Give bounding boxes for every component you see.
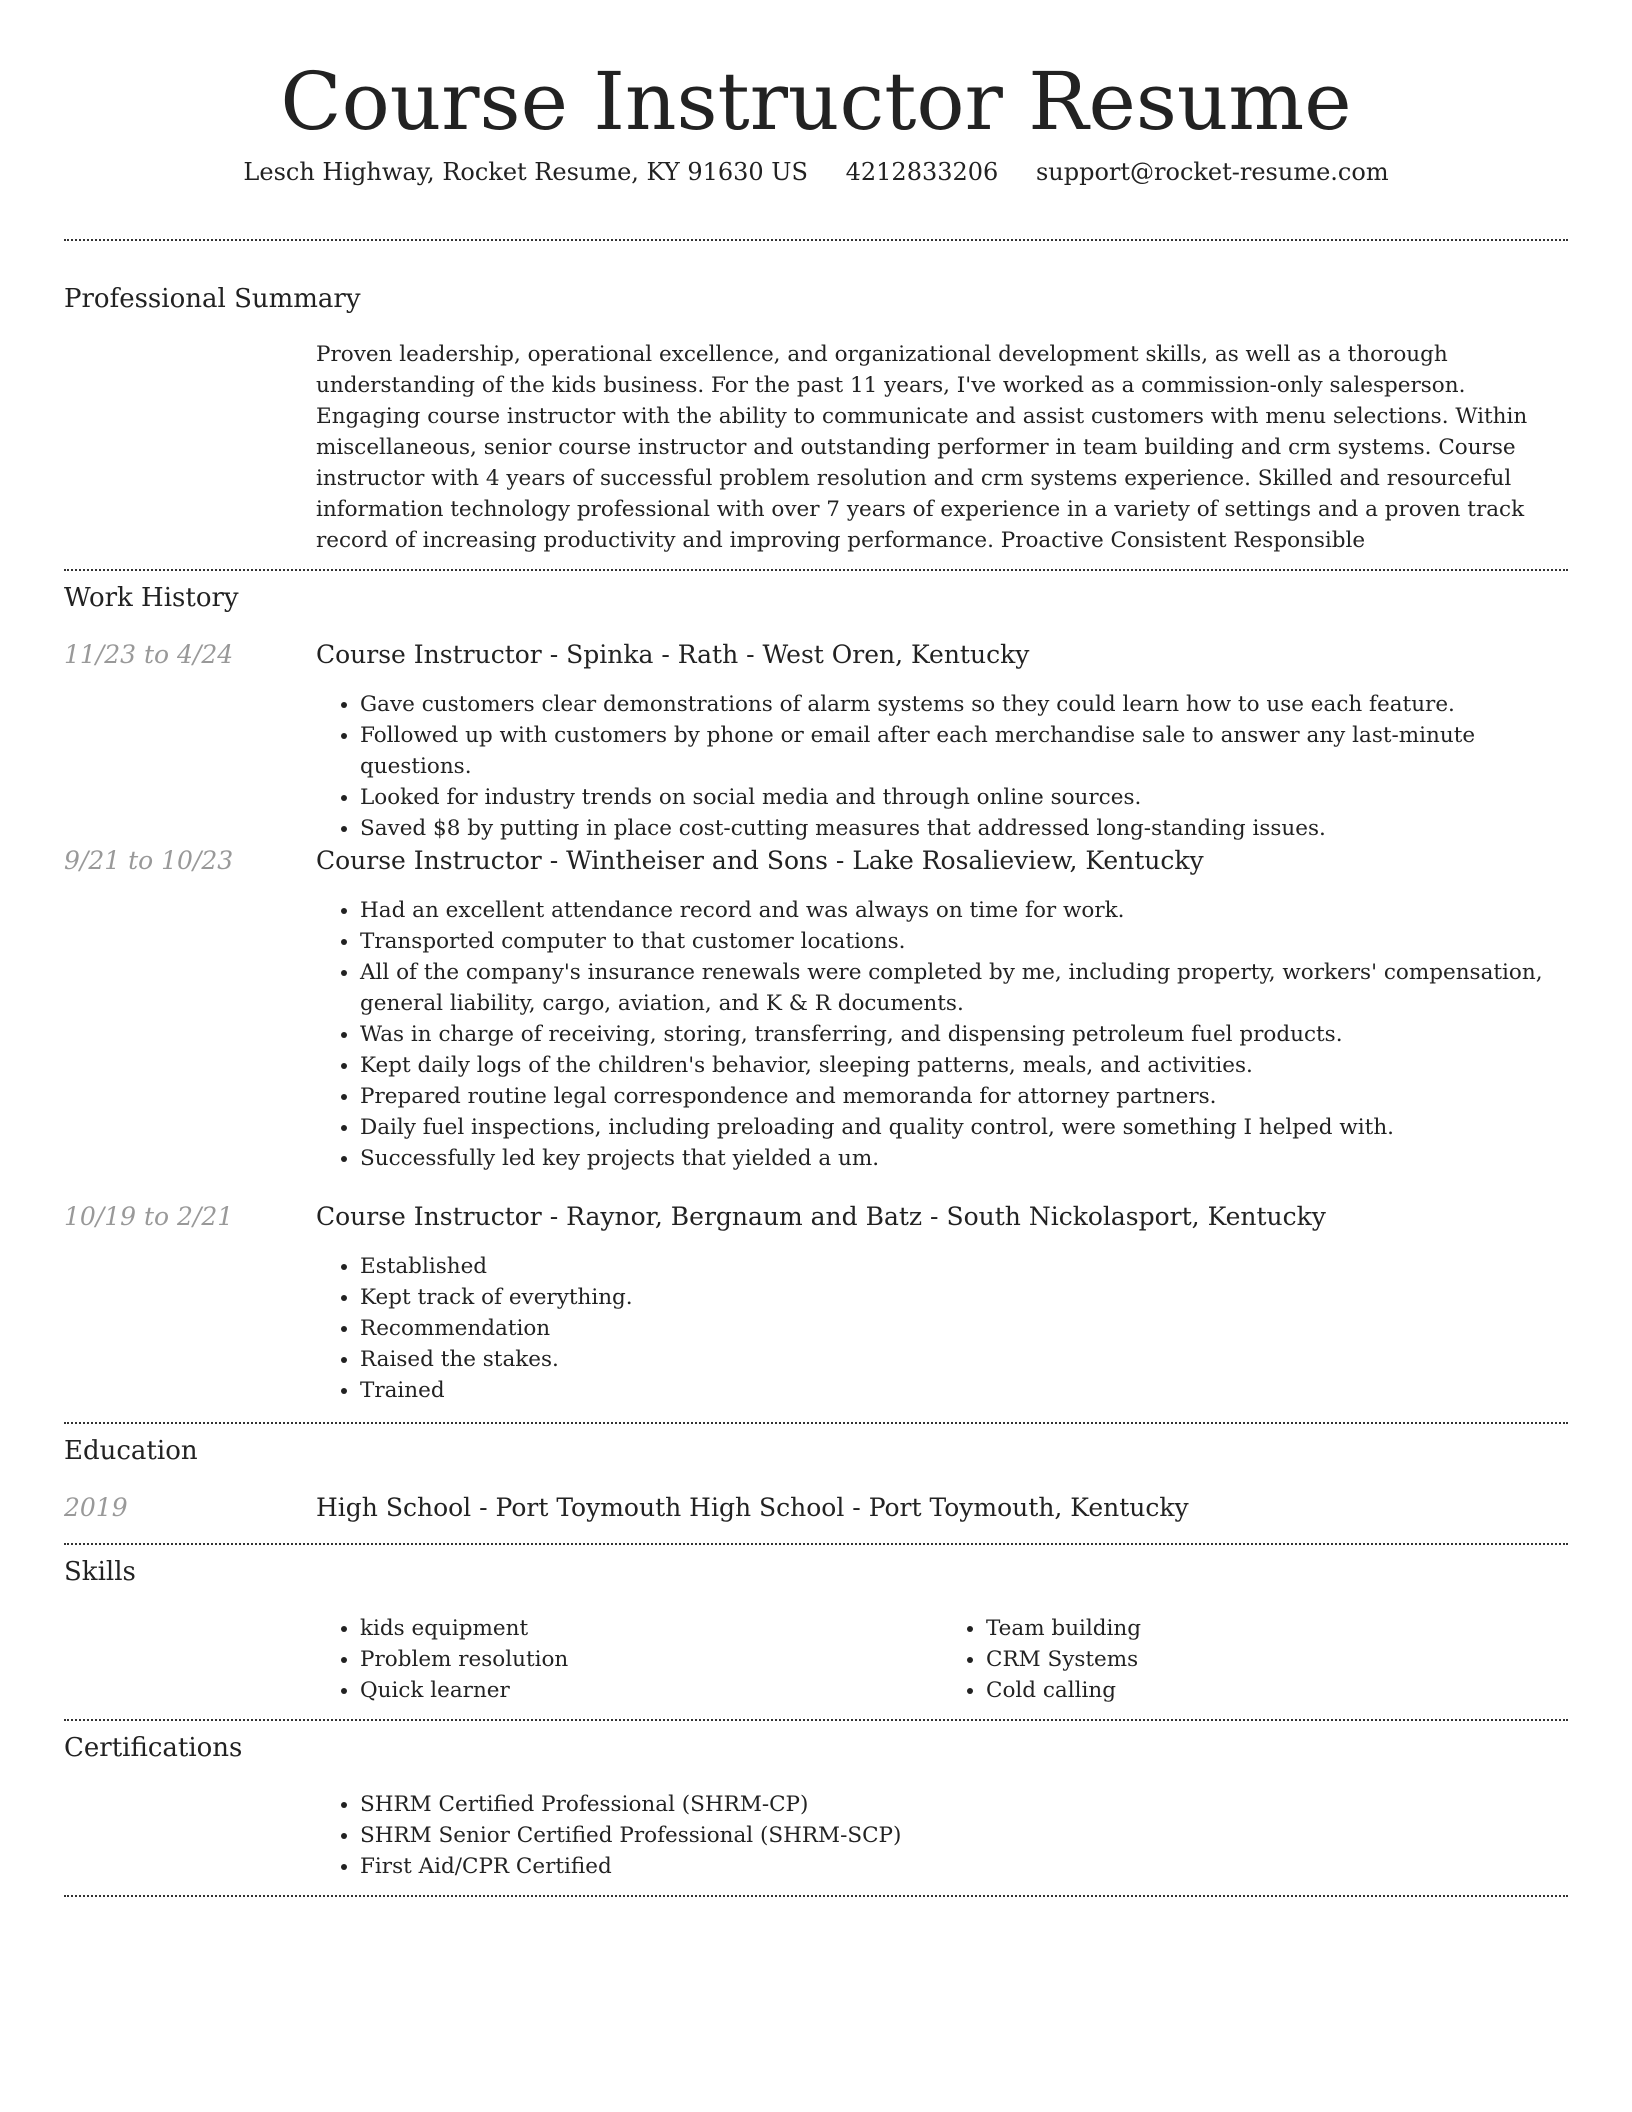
education-heading: Education	[64, 1436, 198, 1466]
list-item: • Prepared routine legal correspondence and memoranda for attorney partners.	[360, 1081, 1568, 1112]
list-item: • Looked for industry trends on social media and through online sources.	[360, 782, 1568, 813]
list-item: • Was in charge of receiving, storing, transferring, and dispensing petroleum fuel products.	[360, 1019, 1568, 1050]
list-item: • Quick learner	[360, 1675, 942, 1706]
education-entry: High School - Port Toymouth High School - Port Toymouth, Kentucky	[316, 1493, 1189, 1522]
contact-phone: 4212833206	[845, 158, 999, 186]
list-item: • Gave customers clear demonstrations of alarm systems so they could learn how to use each feature.	[360, 689, 1568, 720]
job-bullets	[316, 689, 1568, 844]
job-bullets	[316, 895, 1568, 1174]
divider	[64, 239, 1568, 241]
list-item: • kids equipment	[360, 1613, 942, 1644]
work-heading: Work History	[64, 583, 239, 613]
contact-email: support@rocket-resume.com	[1035, 158, 1389, 186]
contact-line	[64, 156, 1568, 188]
divider	[64, 569, 1568, 571]
summary-text: Proven leadership, operational excellence, and organizational development skills, as well as a thorough understanding of the kids business. For the past 11 years, I've worked as a commission-only salesperson. Engaging course instructor with the ability to communicate and assist customers with menu selections. Within miscellaneous, senior course instructor and outstanding performer in team building and crm systems. Course instructor with 4 years of successful problem resolution and crm systems experience. Skilled and resourceful information technology professional with over 7 years of experience in a variety of settings and a proven track record of increasing productivity and improving performance. Proactive Consistent Responsible	[316, 342, 1528, 553]
list-item: • Daily fuel inspections, including preloading and quality control, were something I helped with.	[360, 1112, 1568, 1143]
list-item: • Kept daily logs of the children's behavior, sleeping patterns, meals, and activities.	[360, 1050, 1568, 1081]
resume-title: Course Instructor Resume	[280, 55, 1352, 148]
list-item: • Recommendation	[360, 1313, 1568, 1344]
list-item: • First Aid/CPR Certified	[360, 1851, 1568, 1882]
list-item: • SHRM Senior Certified Professional (SHRM-SCP)	[360, 1820, 1568, 1851]
job-title: Course Instructor - Raynor, Bergnaum and Batz - South Nickolasport, Kentucky	[316, 1202, 1326, 1231]
list-item: • Raised the stakes.	[360, 1344, 1568, 1375]
list-item: • Team building	[986, 1613, 1568, 1644]
divider	[64, 1719, 1568, 1721]
job-dates: 10/19 to 2/21	[64, 1202, 234, 1231]
job-bullets	[316, 1251, 1568, 1406]
list-item: • Cold calling	[986, 1675, 1568, 1706]
job-title: Course Instructor - Wintheiser and Sons - Lake Rosalieview, Kentucky	[316, 846, 1204, 875]
skills-list	[316, 1613, 1568, 1706]
summary-heading: Professional Summary	[64, 284, 361, 314]
list-item: • Established	[360, 1251, 1568, 1282]
job-title: Course Instructor - Spinka - Rath - West Oren, Kentucky	[316, 640, 1030, 669]
certifications-list	[316, 1789, 1568, 1882]
education-year: 2019	[64, 1493, 128, 1522]
list-item: • All of the company's insurance renewals were completed by me, including property, workers' compensation, general liability, cargo, aviation, and K & R documents.	[360, 957, 1568, 1019]
divider	[64, 1895, 1568, 1897]
job-dates: 9/21 to 10/23	[64, 846, 234, 875]
list-item: • Problem resolution	[360, 1644, 942, 1675]
list-item: • Had an excellent attendance record and was always on time for work.	[360, 895, 1568, 926]
list-item: • CRM Systems	[986, 1644, 1568, 1675]
list-item: • Followed up with customers by phone or email after each merchandise sale to answer any last-minute questions.	[360, 720, 1568, 782]
job-dates: 11/23 to 4/24	[64, 640, 234, 669]
skills-heading: Skills	[64, 1557, 136, 1587]
list-item: • Transported computer to that customer locations.	[360, 926, 1568, 957]
list-item: • Trained	[360, 1375, 1568, 1406]
list-item: • Kept track of everything.	[360, 1282, 1568, 1313]
divider	[64, 1543, 1568, 1545]
list-item: • SHRM Certified Professional (SHRM-CP)	[360, 1789, 1568, 1820]
certifications-heading: Certifications	[64, 1733, 243, 1763]
list-item: • Successfully led key projects that yielded a um.	[360, 1143, 1568, 1174]
list-item: • Saved $8 by putting in place cost-cutting measures that addressed long-standing issues.	[360, 813, 1568, 844]
contact-address: Lesch Highway, Rocket Resume, KY 91630 US	[243, 158, 808, 186]
divider	[64, 1422, 1568, 1424]
summary-section	[316, 339, 1568, 556]
